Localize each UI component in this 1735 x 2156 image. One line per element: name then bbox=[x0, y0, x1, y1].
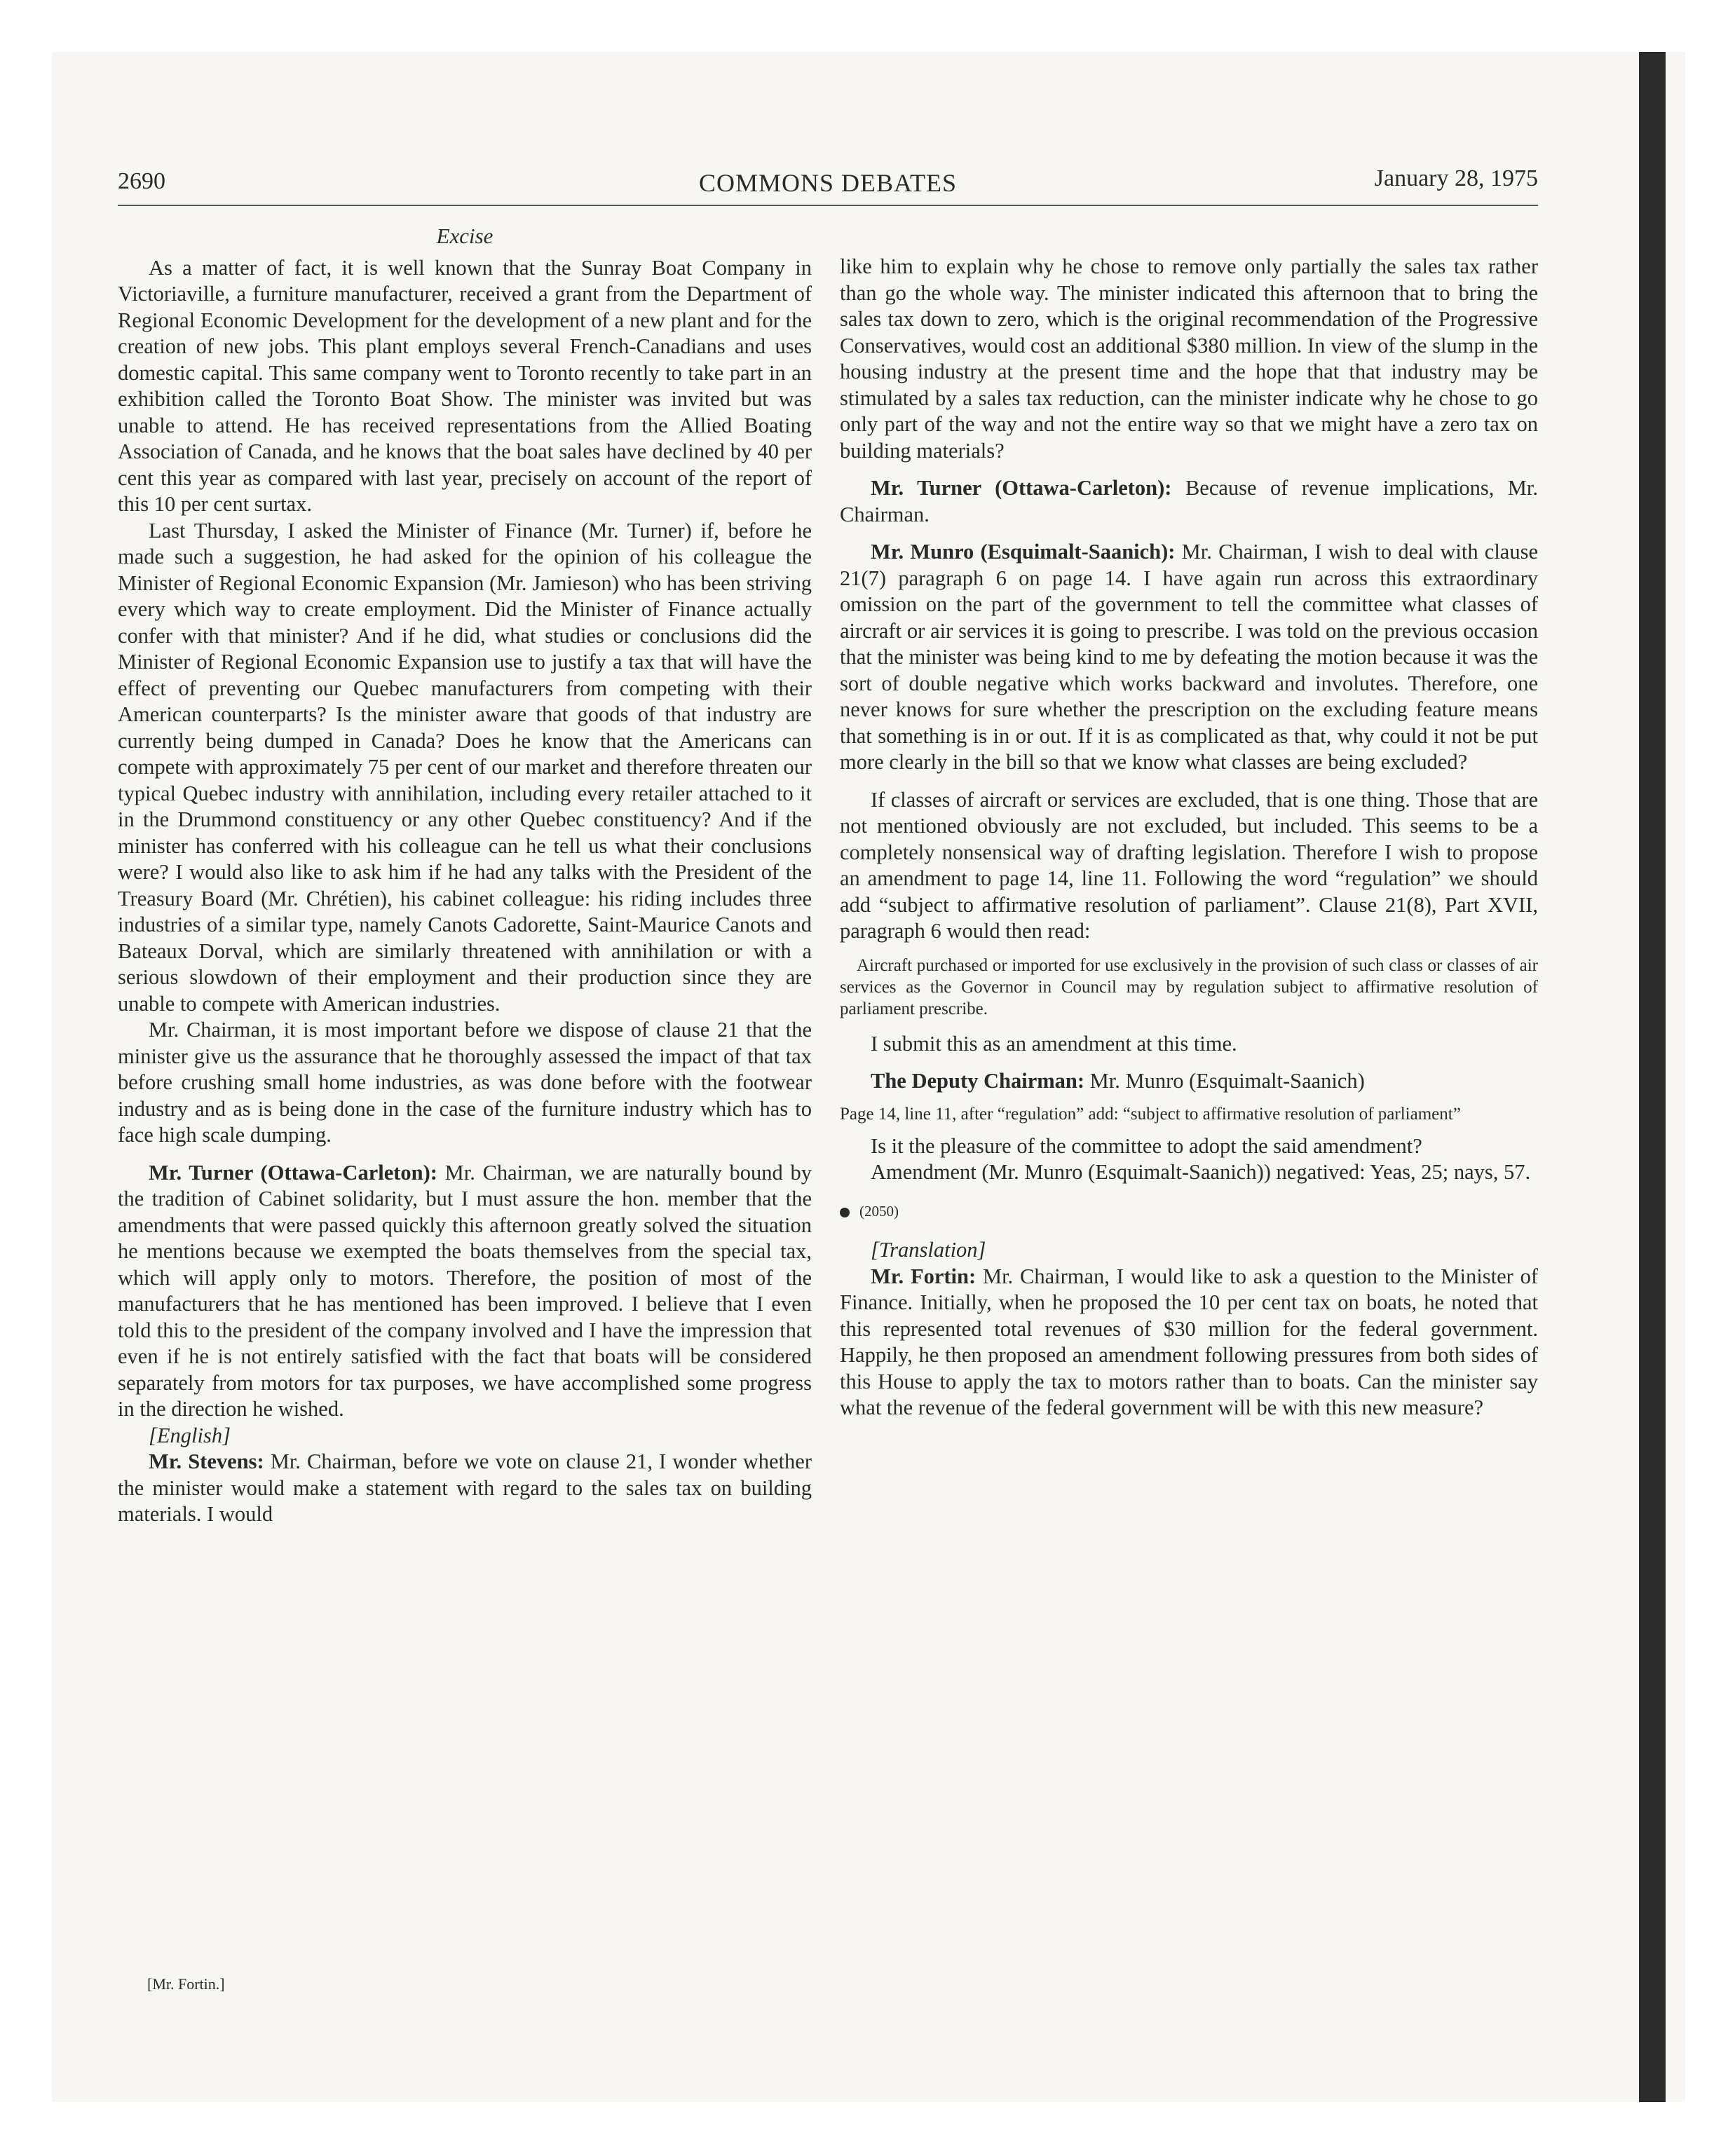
language-tag: [Translation] bbox=[871, 1238, 986, 1262]
page-number: 2690 bbox=[118, 168, 165, 194]
footer-speaker-note: [Mr. Fortin.] bbox=[147, 1975, 225, 1993]
page-header bbox=[118, 165, 1538, 206]
paragraph: Is it the pleasure of the committee to adopt the said amendment? bbox=[871, 1133, 1422, 1158]
motion-text: Page 14, line 11, after “regulation” add: “subject to affirmative resolution of parliament” bbox=[840, 1104, 1461, 1124]
speech-paragraph bbox=[840, 475, 1538, 528]
speech-text: Because of revenue implications, Mr. Chairman. bbox=[840, 476, 1539, 526]
bullet-icon bbox=[840, 1208, 850, 1217]
time-marker-text: (2050) bbox=[859, 1202, 899, 1220]
paragraph: As a matter of fact, it is well known that the Sunray Boat Company in Victoriaville, a furniture manufacturer, received a grant from the Department of Regional Economic Development for the development of a new plant and for the creation of new jobs. This plant employs several French-Canadians and uses domestic capital. This same company went to Toronto recently to take part in an exhibition called the Toronto Boat Show. The minister was invited but was unable to attend. He has received representations from the Allied Boating Association of Canada, and he knows that the boat sales have declined by 40 per cent this year as compared with last year, precisely on account of the report of this 10 per cent surtax. bbox=[118, 255, 812, 516]
speaker-name: Mr. Fortin: bbox=[871, 1264, 977, 1288]
speech-text: Mr. Munro (Esquimalt-Saanich) bbox=[1089, 1069, 1365, 1093]
language-tag: [English] bbox=[149, 1423, 231, 1447]
paragraph: I submit this as an amendment at this time. bbox=[871, 1031, 1237, 1056]
paragraph: like him to explain why he chose to remove only partially the sales tax rather than go the whole way. The minister indicated this afternoon that to bring the sales tax down to zero, which is the original recommendation of the Progressive Conservatives, would cost an additional $380 million. In view of the slump in the housing industry at the present time and the hope that that industry may be stimulated by a sales tax reduction, can the minister indicate why he chose to go only part of the way and not the entire way so that we might have a zero tax on building materials? bbox=[840, 254, 1538, 463]
left-column bbox=[118, 223, 812, 1528]
right-column bbox=[840, 254, 1538, 1421]
speech-paragraph bbox=[840, 539, 1538, 776]
speech-text: Mr. Chairman, I would like to ask a question to the Minister of Finance. Initially, when he proposed the 10 per cent tax on boats, he noted that this represented total revenues of $30 million for the federal government. Happily, he then proposed an amendment following pressures from both sides of this House to apply the tax to motors rather than to boats. Can the minister say what the revenue of the federal government will be with this new measure? bbox=[840, 1264, 1539, 1419]
paragraph: If classes of aircraft or services are excluded, that is one thing. Those that are not mentioned obviously are not excluded, but included. This seems to be a completely nonsensical way of drafting legislation. Therefore I wish to propose an amendment to page 14, line 11. Following the word “regulation” we should add “subject to affirmative resolution of parliament”. Clause 21(8), Part XVII, paragraph 6 would then read: bbox=[840, 787, 1538, 943]
speaker-name: Mr. Turner (Ottawa-Carleton): bbox=[871, 476, 1172, 500]
speaker-name: Mr. Munro (Esquimalt-Saanich): bbox=[871, 540, 1176, 564]
speech-paragraph bbox=[840, 1068, 1538, 1095]
speech-paragraph bbox=[118, 1449, 812, 1528]
section-heading: Excise bbox=[436, 224, 494, 248]
page-edge-shadow bbox=[1639, 52, 1666, 2102]
speech-paragraph bbox=[118, 1160, 812, 1423]
publication-title: COMMONS DEBATES bbox=[698, 169, 958, 197]
speech-text: Mr. Chairman, before we vote on clause 21, I wonder whether the minister would make a statement with regard to the sales tax on building materials. I would bbox=[118, 1449, 812, 1526]
page-date: January 28, 1975 bbox=[1374, 165, 1538, 191]
time-marker bbox=[840, 1199, 1538, 1225]
speech-paragraph bbox=[840, 1264, 1538, 1421]
paragraph: Last Thursday, I asked the Minister of Finance (Mr. Turner) if, before he made such a suggestion, he had asked for the opinion of his colleague the Minister of Regional Economic Expansion (Mr. Jamieson) who has been striving every which way to create employment. Did the Minister of Finance actually confer with that minister? And if he did, what studies or conclusions did the Minister of Regional Economic Expansion use to justify a tax that will have the effect of preventing our Quebec manufacturers from competing with their American counterparts? Is the minister aware that goods of that industry are currently being dumped in Canada? Does he know that the Americans can compete with approximately 75 per cent of our market and therefore threaten our typical Quebec industry with annihilation, including every retailer attached to it in the Drummond constituency or any other Quebec constituency? And if the minister has conferred with his colleague can he tell us what their conclusions were? I would also like to ask him if he had any talks with the President of the Treasury Board (Mr. Chrétien), his cabinet colleague: his riding includes three industries of a similar type, namely Canots Cadorette, Saint-Maurice Canots and Bateaux Dorval, which are similarly threatened with annihilation or with a serious slowdown of their employment and their production since they are unable to compete with American industries. bbox=[118, 518, 812, 1016]
speech-text: Mr. Chairman, we are naturally bound by the tradition of Cabinet solidarity, but I must assure the hon. member that the amendments that were passed quickly this afternoon greatly solved the situation he mentions because we exempted the boats themselves from the special tax, which will apply only to motors. Therefore, the position of most of the manufacturers that he has mentioned has been improved. I believe that I even told this to the president of the company involved and I have the impression that even if he is not entirely satisfied with the fact that boats will be considered separately from motors for tax purposes, we have accomplished some progress in the direction he wished. bbox=[118, 1160, 812, 1421]
speech-text: Mr. Chairman, I wish to deal with clause 21(7) paragraph 6 on page 14. I have again run across this extraordinary omission on the part of the government to tell the committee what classes of aircraft or air services it is going to prescribe. I was told on the previous occasion that the minister was being kind to me by defeating the motion because it was the sort of double negative which works backward and involutes. Therefore, one never knows for sure whether the prescription on the excluding feature means that something is in or out. If it is as complicated as that, why could it not be put more clearly in the bill so that we know what classes are being excluded? bbox=[840, 540, 1539, 774]
paragraph: Amendment (Mr. Munro (Esquimalt-Saanich)) negatived: Yeas, 25; nays, 57. bbox=[871, 1160, 1531, 1184]
speaker-name: Mr. Turner (Ottawa-Carleton): bbox=[149, 1160, 437, 1185]
paragraph: Mr. Chairman, it is most important before we dispose of clause 21 that the minister give us the assurance that he thoroughly assessed the impact of that tax before crushing small home industries, as was done before with the footwear industry and as is being done in the case of the furniture industry which has to face high scale dumping. bbox=[118, 1018, 812, 1147]
speaker-name: Mr. Stevens: bbox=[149, 1449, 264, 1473]
block-quote: Aircraft purchased or imported for use exclusively in the provision of such class or classes of air services as the Governor in Council may by regulation subject to affirmative resolution of parliament prescribe. bbox=[840, 955, 1538, 1018]
speaker-name: The Deputy Chairman: bbox=[871, 1069, 1085, 1093]
